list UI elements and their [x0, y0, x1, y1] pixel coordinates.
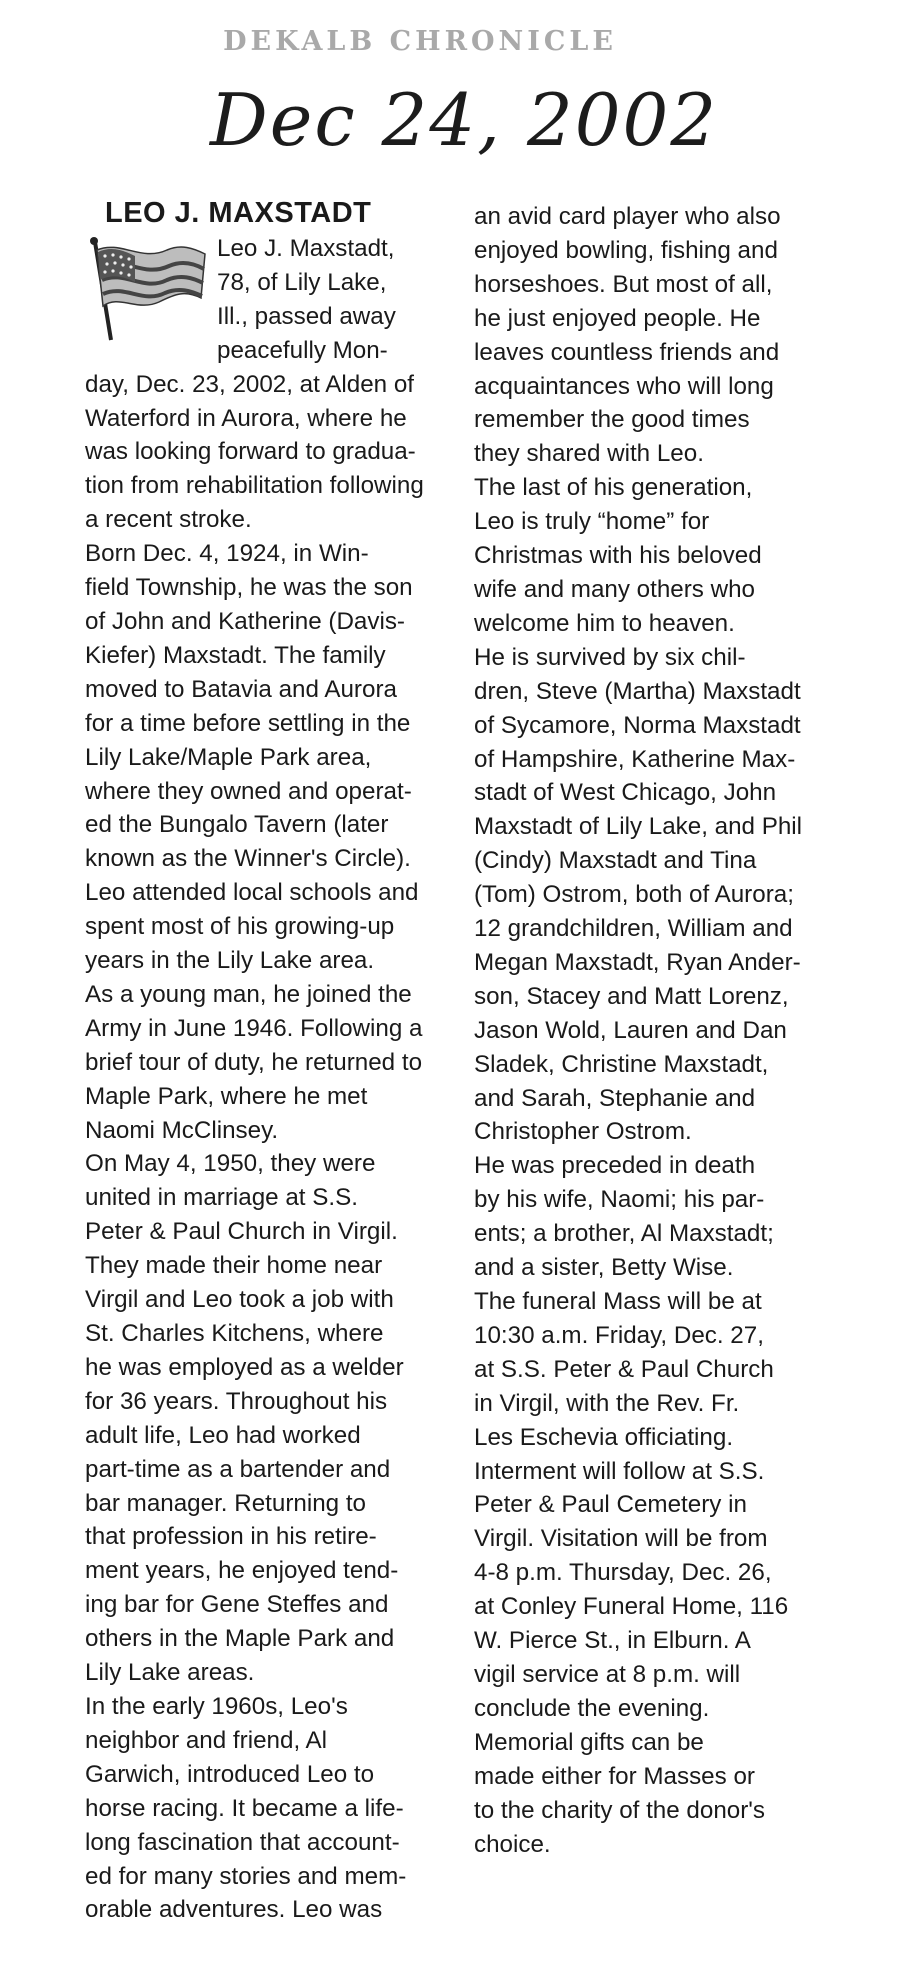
obituary-paragraph: day, Dec. 23, 2002, at Alden of Waterford in Aurora, where he was looking forward to gradua- tion from rehabilitation following a recent stroke. — [85, 370, 424, 534]
newspaper-masthead: DEKALB CHRONICLE — [223, 26, 617, 57]
obituary-right-column — [474, 200, 874, 1861]
obituary-paragraph: an avid card player who also enjoyed bowling, fishing and horseshoes. But most of all, he just enjoyed people. He leaves countless friends and acquaintances who will long remember the good times they shared with Leo. — [474, 203, 781, 468]
obituary-intro-text: Leo J. Maxstadt, 78, of Lily Lake, Ill., passed away peacefully Mon- — [217, 235, 396, 364]
obituary-paragraph: He was preceded in death by his wife, Naomi; his par- ents; a brother, Al Maxstadt; and a sister, Betty Wise. — [474, 1152, 774, 1282]
obituary-paragraph: In the early 1960s, Leo's neighbor and friend, Al Garwich, introduced Leo to horse racing. It became a life- long fascination that account- ed for many stories and mem- orable adventures. Leo was — [85, 1692, 407, 1924]
handwritten-date: Dec 24, 2002 — [210, 78, 719, 162]
obituary-headline: LEO J. MAXSTADT — [105, 197, 372, 229]
obituary-paragraph: Memorial gifts can be made either for Masses or to the charity of the donor's choice. — [474, 1728, 766, 1858]
obituary-paragraph: Born Dec. 4, 1924, in Win- field Township, he was the son of John and Katherine (Davis- Kiefer) Maxstadt. The family moved to Batavia and Aurora for a time before settling in the Lily Lake/Maple Park area, where they owned and operat- ed the Bungalo Tavern (later known as the Winner's Circle). Leo attended local schools and spent most of his growing-up years in the Lily Lake area. As a young man, he joined the Army in June 1946. Following a brief tour of duty, he returned to Maple Park, where he met Naomi McClinsey. — [85, 540, 423, 1144]
obituary-paragraph: The last of his generation, Leo is truly “home” for Christmas with his beloved wife and many others who welcome him to heaven. — [474, 474, 762, 637]
obituary-paragraph: The funeral Mass will be at 10:30 a.m. Friday, Dec. 27, at S.S. Peter & Paul Church in Virgil, with the Rev. Fr. Les Eschevia officiating. Interment will follow at S.S. Peter & Paul Cemetery in Virgil. Visitation will be from 4-8 p.m. Thursday, Dec. 26, at Conley Funeral Home, 116 W. Pierce St., in Elburn. A vigil service at 8 p.m. will conclude the evening. — [474, 1288, 789, 1722]
obituary-paragraph: On May 4, 1950, they were united in marriage at S.S. Peter & Paul Church in Virgil. They made their home near Virgil and Leo took a job with St. Charles Kitchens, where he was employed as a welder for 36 years. Throughout his adult life, Leo had worked part-time as a bartender and bar manager. Returning to that profession in his retire- ment years, he enjoyed tend- ing bar for Gene Steffes and others in the Maple Park and Lily Lake areas. — [85, 1150, 404, 1687]
american-flag-icon — [81, 236, 209, 346]
obituary-left-column — [85, 196, 459, 1927]
obituary-paragraph: He is survived by six chil- dren, Steve (Martha) Maxstadt of Sycamore, Norma Maxstadt of Hampshire, Katherine Max- stadt of West Chicago, John Maxstadt of Lily Lake, and Phil (Cindy) Maxstadt and Tina (Tom) Ostrom, both of Aurora; 12 grandchildren, William and Megan Maxstadt, Ryan Ander- son, Stacey and Matt Lorenz, Jason Wold, Lauren and Dan Sladek, Christine Maxstadt, and Sarah, Stephanie and Christopher Ostrom. — [474, 643, 803, 1146]
